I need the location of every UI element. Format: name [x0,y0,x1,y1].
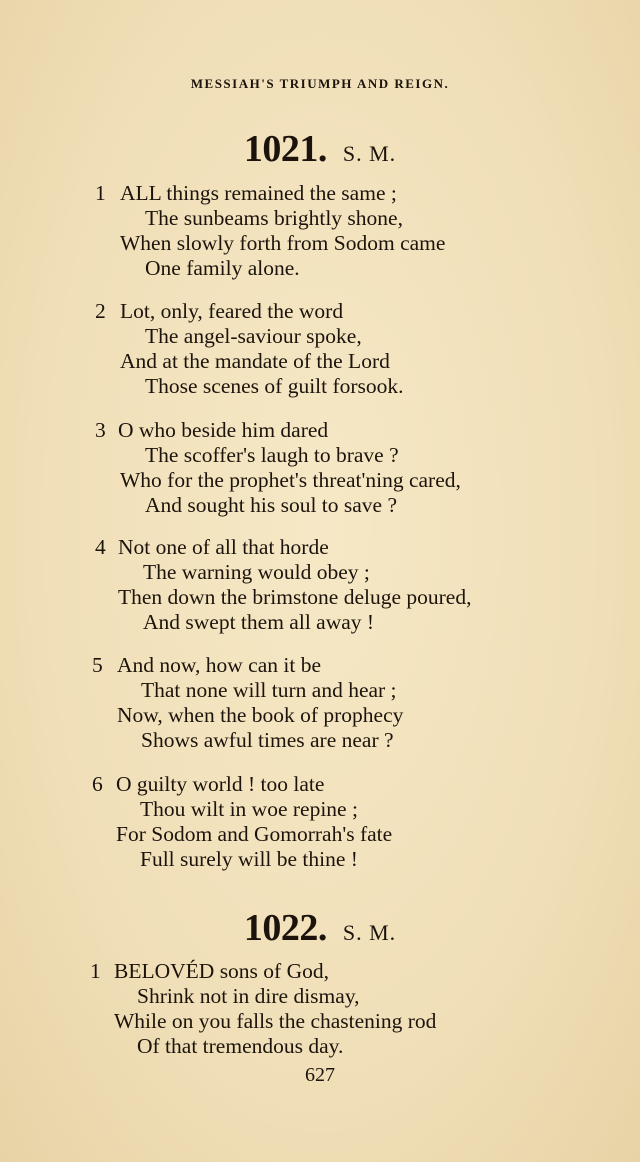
hymn-number: 1022. [243,907,327,949]
stanza-number: 3 [95,418,106,442]
verse-line: Full surely will be thine ! [140,847,358,871]
stanza-number: 1 [95,181,106,205]
verse-line: BELOVÉD sons of God, [114,959,329,983]
hymn-title [0,906,640,950]
running-head: MESSIAH'S TRIUMPH AND REIGN. [190,76,450,91]
verse-line: Those scenes of guilt forsook. [145,374,404,398]
stanza-number: 1 [90,959,101,983]
verse-line: Not one of all that horde [118,535,329,559]
verse-line: And swept them all away ! [143,610,375,634]
verse-line: The scoffer's laugh to brave ? [145,443,399,467]
verse-line: And now, how can it be [117,653,322,677]
verse-line: While on you falls the chastening rod [114,1009,437,1033]
verse-line: ALL things remained the same ; [120,181,397,205]
verse-line: That none will turn and hear ; [141,678,397,702]
verse-line: And at the mandate of the Lord [120,349,390,373]
stanza-number: 5 [92,653,103,677]
hymn-number: 1021. [243,128,327,170]
verse-line: One family alone. [145,256,300,280]
verse-line: O who beside him dared [118,418,329,442]
verse-line: Who for the prophet's threat'ning cared, [120,468,461,492]
hymn-meter: S. M. [342,141,397,166]
verse-line: Thou wilt in woe repine ; [140,797,358,821]
stanza-number: 6 [92,772,103,796]
verse-line: The warning would obey ; [143,560,370,584]
verse-line: Then down the brimstone deluge poured, [118,585,472,609]
verse-line: Shows awful times are near ? [141,728,394,752]
hymn-title [0,127,640,171]
stanza-number: 2 [95,299,106,323]
verse-line: Shrink not in dire dismay, [137,984,360,1008]
hymn-meter: S. M. [342,920,397,945]
verse-line: The angel-saviour spoke, [145,324,362,348]
verse-line: Now, when the book of prophecy [117,703,404,727]
verse-line: When slowly forth from Sodom came [120,231,446,255]
verse-line: Lot, only, feared the word [120,299,344,323]
verse-line: For Sodom and Gomorrah's fate [116,822,393,846]
verse-line: O guilty world ! too late [116,772,325,796]
verse-line: The sunbeams brightly shone, [145,206,403,230]
verse-line: Of that tremendous day. [137,1034,344,1058]
page-number: 627 [305,1064,335,1086]
stanza-number: 4 [95,535,106,559]
verse-line: And sought his soul to save ? [145,493,398,517]
